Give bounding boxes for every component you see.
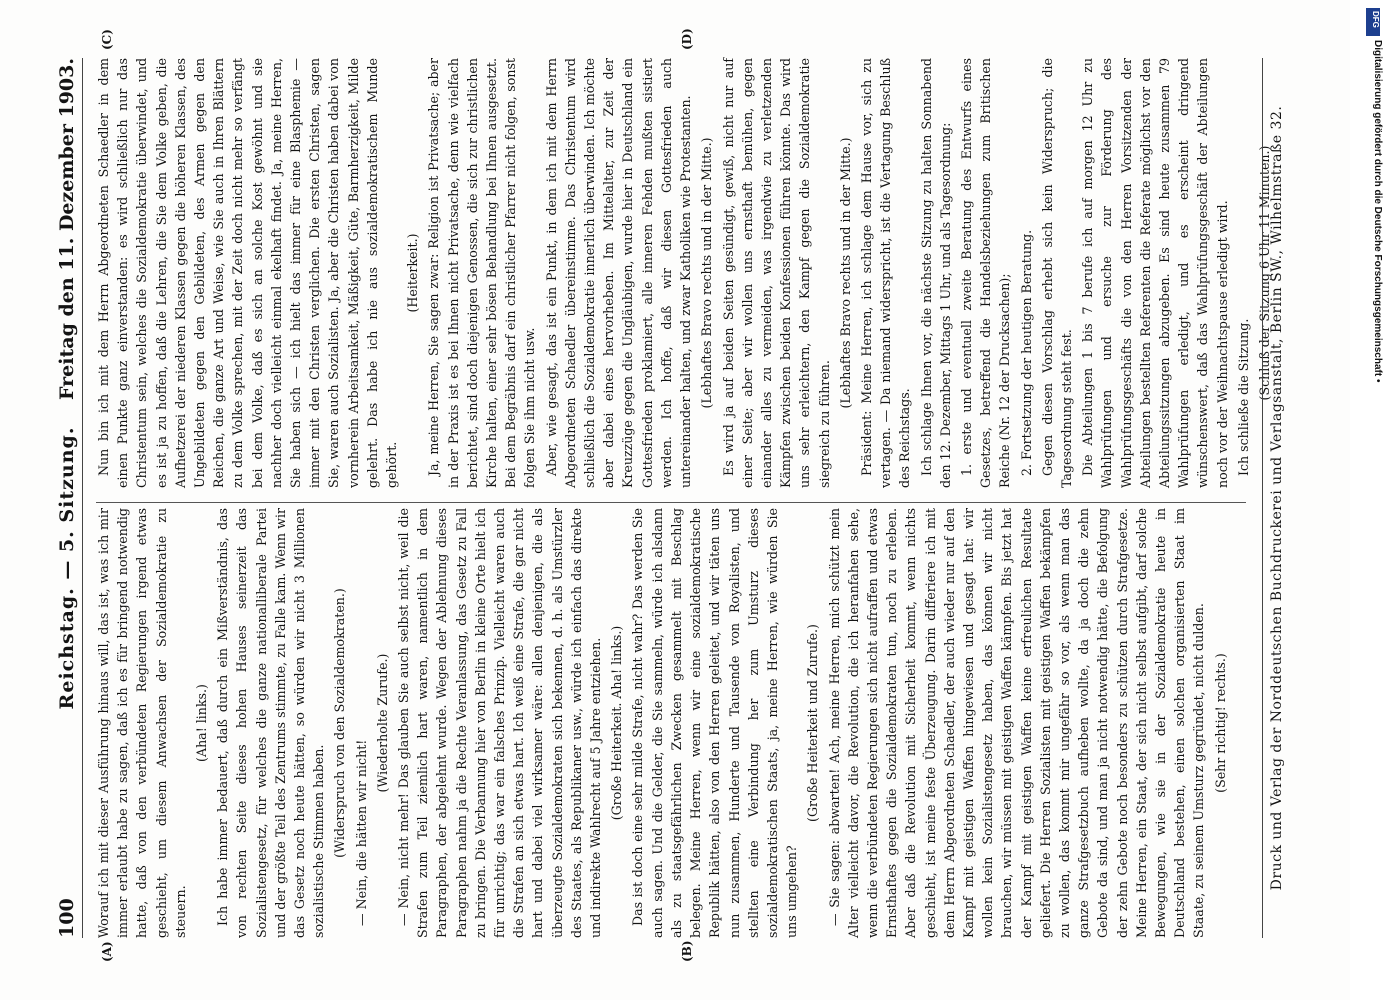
right-column bbox=[94, 58, 1276, 488]
margin-marker-d: (D) bbox=[680, 28, 694, 50]
paragraph: Die Abteilungen 1 bis 7 berufe ich auf morgen 12 Uhr zu Wahlprüfungen und ersuche zur Förderung des Wahlprüfungsgeschäfts die von den Herren Vorsitzenden der Abteilungen bestellten Referenten die Referate möglichst vor den Abteilungssitzungen abzugeben. Es sind heute zusammen 79 Wahlprüfungen erledigt, und es erscheint dringend wünschenswert, daß das Wahlprüfungsgeschäft der Abteilungen noch vor der Weihnachtspause erledigt wird. bbox=[1080, 58, 1230, 488]
interjection: (Lebhaftes Bravo rechts und in der Mitte.) bbox=[699, 137, 715, 409]
paragraph: Aber, wie gesagt, das ist ein Punkt, in dem ich mit dem Herrn Abgeordneten Schaedler übereinstimme. Das Christentum wird schließlich die Sozialdemokratie innerlich überwinden. Ich möchte aber dabei eines hervorheben. Im Mittelalter, zur Zeit der Kreuzzüge gegen die Ungläubigen, wurde hier in Deutschland ein Gottesfrieden proklamiert, alle inneren Fehden mußten sistiert werden. Ich hoffe, daß wir diesen Gottesfrieden auch untereinander halten, und zwar Katholiken wie Protestanten. bbox=[543, 58, 694, 488]
paragraph: Es wird ja auf beiden Seiten gesündigt, gewiß, nicht nur auf einer Seite; aber wir wollen uns ernsthaft bemühen, gegen einander alles zu vermeiden, was irgendwie zu verletzenden Kämpfen zwischen beiden Konfessionen führen könnte. Das wird uns sehr erleichtern, den Kampf gegen die Sozialdemokratie siegreich zu führen. bbox=[720, 58, 832, 488]
page-number: 100 bbox=[56, 898, 78, 938]
dfg-logo bbox=[1366, 8, 1380, 36]
paragraph: Präsident: Meine Herren, ich schlage dem Hause vor, sich zu vertagen. — Da niemand widerspricht, ist die Vertagung Beschluß des Reichstags. bbox=[858, 58, 913, 488]
paragraph: Ich habe immer bedauert, daß durch ein Mißverständnis, das von rechten Seite dieses hohen Hauses seinerzeit das Sozialistengesetz, für welches die ganze nationalliberale Partei und der größte Teil des Zentrums stimmte, zu Falle kam. Wenn wir das Gesetz noch heute hätten, so würden wir nicht 3 Millionen sozialistische Stimmen haben. bbox=[215, 508, 327, 938]
paragraph: Ich schlage Ihnen vor, die nächste Sitzung zu halten Sonnabend den 12. Dezember, Mittags 1 Uhr, und als Tagesordnung: bbox=[918, 58, 953, 488]
running-title: Reichstag. — 5. Sitzung. bbox=[56, 426, 78, 710]
imprint-footer: Druck und Verlag der Norddeutschen Buchdruckerei und Verlagsanstalt, Berlin SW., Wilhelmstraße 32. bbox=[1262, 58, 1285, 938]
interjection: (Große Heiterkeit. Aha! links.) bbox=[609, 625, 625, 821]
interjection: (Sehr richtig! rechts.) bbox=[1212, 653, 1228, 793]
page-header bbox=[52, 58, 83, 938]
interjection: (Wiederholte Zurufe.) bbox=[374, 653, 390, 793]
paragraph: Ja, meine Herren, Sie sagen zwar: Religion ist Privatsache; aber in der Praxis ist es bei Ihnen nicht Privatsache, denn wie vielfach berichtet, sind doch diejenigen Genossen, die sich zur christlichen Kirche halten, einer sehr bösen Behandlung bei Ihnen ausgesetzt. Bei dem Begräbnis darf ein christlicher Pfarrer nicht folgen, sonst folgen Sie ihm nicht usw. bbox=[426, 58, 538, 488]
paragraph: Das ist doch eine sehr milde Strafe, nicht wahr? Das werden Sie auch sagen. Und die Gelder, die Sie sammeln, würde ich alsdann als zu staatsgefährlichen Zwecken gesammelt mit Beschlag belegen. Meine Herren, wenn wir eine sozialdemokratische Republik hätten, also von den Herren geleitet, und wir täten uns nun zusammen, Hunderte und Tausende von Royalisten, und stellten eine Verbindung her zum Umsturz dieses sozialdemokratischen Staats, ja, meine Herren, wie würden Sie uns umgehen? bbox=[630, 508, 800, 938]
dfg-logo-text: DFG bbox=[1371, 11, 1380, 28]
column-divider bbox=[96, 502, 1246, 503]
margin-marker-b: (B) bbox=[680, 940, 694, 962]
agenda-item: 1. erste und eventuell zweite Beratung des Entwurfs eines Gesetzes, betreffend die Handelsbeziehungen zum Britischen Reiche (Nr. 12 der Drucksachen); bbox=[958, 58, 1013, 488]
interjection: (Große Heiterkeit und Zurufe.) bbox=[805, 624, 821, 822]
agenda-item: 2. Fortsetzung der heutigen Beratung. bbox=[1018, 229, 1034, 476]
header-date: Freitag den 11. Dezember 1903. bbox=[56, 58, 78, 400]
left-column bbox=[94, 508, 1232, 938]
dfg-credit-text: Digitalisierung gefördert durch die Deutsche Forschungsgemeinschaft • bbox=[1372, 40, 1383, 383]
paragraph: — Nein, die hätten wir nicht! bbox=[353, 739, 369, 926]
paragraph: — Sie sagen: abwarten! Ach, meine Herren, mich schützt mein Alter vielleicht davor, die Revolution, die ich heranfahen sehe, wenn die verbündeten Regierungen sich nicht aufraffen und etwas Ernsthaftes gegen die Sozialdemokraten tun, noch zu erleben. Aber daß die Revolution mit Sicherheit kommt, wenn nichts geschieht, ist meine feste Überzeugung. Darin differiere ich mit dem Herrn Abgeordneten Schaedler, der auch wieder nur auf den Kampf mit geistigen Waffen hingewiesen und gesagt hat: wir wollen kein Sozialistengesetz haben, das können wir nicht brauchen, wir müssen mit geistigen Waffen kämpfen. Bis jetzt hat der Kampf mit geistigen Waffen keine erfreulichen Resultate geliefert. Die Herren Sozialisten mit geistigen Waffen bekämpfen zu wollen, das kommt mir ungefähr so vor, als wenn man das ganze Strafgesetzbuch aufheben wollte, da ja doch die zehn Gebote da sind, und man ja nicht notwendig hätte, die Befolgung der zehn Gebote noch besonders zu schützen durch Strafgesetze. Meine Herren, ein Staat, der sich nicht selbst aufgibt, darf solche Bewegungen, wie sie in der Sozialdemokratie heute in Deutschland bestehen, einen solchen organisierten Staat im Staate, zu seinem Umsturz gegründet, nicht dulden. bbox=[826, 508, 1207, 938]
margin-marker-a: (A) bbox=[100, 941, 114, 962]
paragraph: — Nein, nicht mehr! Das glauben Sie auch selbst nicht, weil die Strafen zum Teil ziemlich hart waren, namentlich in dem Paragraphen, der abgelehnt wurde. Wegen der Ablehnung dieses Paragraphen nahm ja die Rechte Veranlassung, das Gesetz zu Fall zu bringen. Die Verbannung hier von Berlin in kleine Orte hielt ich für unrichtig; das war ein falsches Prinzip. Vielleicht waren auch die Strafen an sich etwas hart. Ich weiß eine Strafe, die gar nicht hart und dabei viel wirksamer wäre: allen denjenigen, die als überzeugte Sozialdemokraten sich bekennen, d. h. als Umstürzler des Staates, als Republikaner usw., würde ich einfach das direkte und indirekte Wahlrecht auf 5 Jahre entziehen. bbox=[396, 508, 604, 938]
paragraph: Nun bin ich mit dem Herrn Abgeordneten Schaedler in dem einen Punkte ganz einverstanden: es wird schließlich nur das Christentum sein, welches die Sozialdemokratie überwindet, und es ist ja zu hoffen, daß die Lehren, die Sie dem Volke geben, die Aufhetzerei der niederen Klassen gegen die höheren Klassen, des Ungebildeten gegen den Gebildeten, des Armen gegen den Reichen, die ganze Art und Weise, wie Sie auch in Ihren Blättern zu dem Volke sprechen, mit der Zeit doch nicht mehr so verfängt bei dem Volke, daß es sich an solche Kost gewöhnt und sie nachher doch vielleicht einmal ekelhaft findet. Ja, meine Herren, Sie haben sich — ich hielt das immer für eine Blasphemie — immer mit den Christen verglichen. Die ersten Christen, sagen Sie, waren auch Sozialisten. Ja, aber die Christen haben dabei von vornherein Arbeitsamkeit, Mäßigkeit, Güte, Barmherzigkeit, Milde gelehrt. Das habe ich nie aus sozialdemokratischem Munde gehört. bbox=[96, 58, 400, 488]
margin-marker-c: (C) bbox=[100, 29, 114, 50]
paragraph: Worauf ich mit dieser Ausführung hinaus will, das ist, was ich mir immer erlaubt habe zu sagen, daß ich es für bringend notwendig hatte, daß von den verbündeten Regierungen irgend etwas geschieht, um diesem Anwachsen der Sozialdemokratie zu steuern. bbox=[96, 508, 188, 938]
interjection: (Aha! links.) bbox=[194, 684, 210, 762]
interjection: (Widerspruch von den Sozialdemokraten.) bbox=[332, 588, 348, 858]
interjection: (Lebhaftes Bravo rechts und in der Mitte.) bbox=[837, 137, 853, 409]
interjection: (Heiterkeit.) bbox=[405, 233, 421, 313]
paragraph: Gegen diesen Vorschlag erhebt sich kein Widerspruch; die Tagesordnung steht fest. bbox=[1039, 58, 1074, 488]
interjection: (Schluß der Sitzung 6 Uhr 11 Minuten.) bbox=[1256, 145, 1272, 401]
paragraph: Ich schließe die Sitzung. bbox=[1235, 318, 1251, 476]
